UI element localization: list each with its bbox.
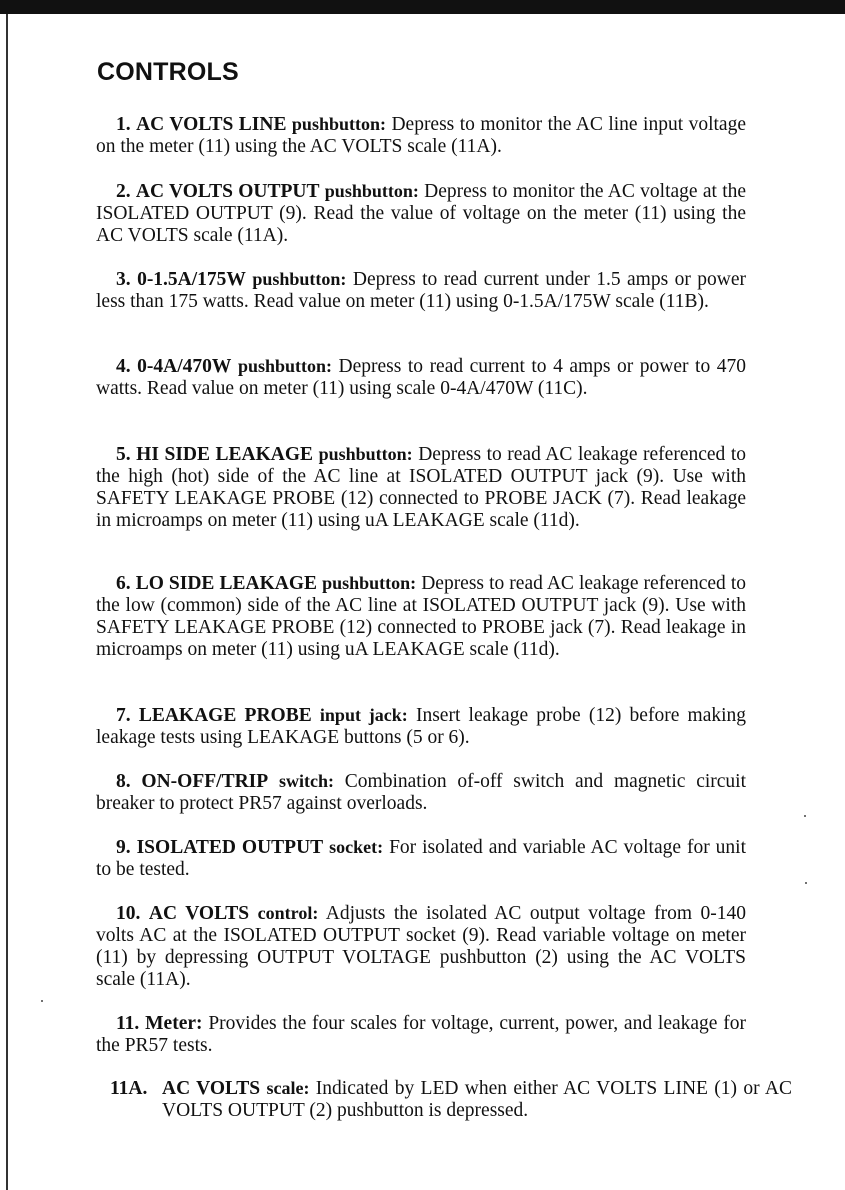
item-description: Depress to monitor the AC line input voltage on the meter (11) using the AC VOLTS scale (11A). [96,114,746,157]
item-number: 3. [116,269,131,290]
item-kind: socket: [329,837,384,857]
item-description: Indicated by LED when either AC VOLTS LINE (1) or AC VOLTS OUTPUT (2) pushbutton is depressed. [162,1078,793,1121]
control-item-4 [96,355,746,400]
control-item-8 [96,770,746,815]
item-term: AC VOLTS [162,1078,261,1099]
item-number: 7. [116,705,131,726]
item-description: Depress to read AC leakage referenced to the high (hot) side of the AC line at ISOLATED OUTPUT jack (9). Use with SAFETY LEAKAGE PROBE (12) connected to PROBE JACK (7). Read leakage in microamps on meter (11) using uA LEAKAGE scale (11d). [96,444,746,531]
item-kind: pushbutton: [237,356,332,376]
item-term: 0-4A/470W [137,356,232,377]
item-description: Depress to read current to 4 amps or power to 470 watts. Read value on meter (11) using scale 0-4A/470W (11C). [96,356,747,399]
section-heading: CONTROLS [97,58,239,86]
item-kind: control: [257,903,319,923]
control-item-6 [96,572,746,661]
item-description: Depress to monitor the AC voltage at the ISOLATED OUTPUT (9). Read the value of voltage on the meter (11) using the AC VOLTS scale (11A). [96,181,747,246]
scan-speck [41,1000,43,1002]
control-item-5 [96,443,746,532]
control-item-3 [96,268,746,313]
control-item-10 [96,902,746,991]
item-kind: switch: [278,771,334,791]
item-description: Provides the four scales for voltage, current, power, and leakage for the PR57 tests. [96,1013,747,1056]
item-term: LO SIDE LEAKAGE [135,573,318,594]
item-term: ON-OFF/TRIP [141,771,269,792]
top-border-rule [0,0,845,14]
item-number: 11A. [110,1078,148,1099]
item-number: 11. [116,1013,140,1034]
item-term: AC VOLTS LINE [136,114,287,135]
item-description: Adjusts the isolated AC output voltage from 0-140 volts AC at the ISOLATED OUTPUT socket (9). Read variable voltage on meter (11) by depressing OUTPUT VOLTAGE pushbutton (2) using the AC VOLTS scale (11A). [96,903,747,990]
control-sub-item-11a [110,1077,792,1122]
item-term: Meter: [145,1013,203,1034]
item-term: ISOLATED OUTPUT [136,837,324,858]
control-item-7 [96,704,746,749]
item-number: 5. [116,444,131,465]
control-item-1 [96,113,746,158]
item-number: 1. [116,114,131,135]
control-item-11 [96,1012,746,1057]
scan-speck [804,815,806,817]
left-border-rule [6,14,8,1190]
item-number: 4. [116,356,131,377]
item-number: 6. [116,573,131,594]
item-description: Combination of-off switch and magnetic circuit breaker to protect PR57 against overloads. [96,771,747,814]
item-number: 9. [116,837,131,858]
item-number: 2. [116,181,131,202]
item-kind: pushbutton: [324,181,419,201]
scan-speck [805,882,807,884]
item-term: 0-1.5A/175W [137,269,246,290]
item-term: AC VOLTS [148,903,250,924]
item-description: Insert leakage probe (12) before making leakage tests using LEAKAGE buttons (5 or 6). [96,705,747,748]
item-kind: pushbutton: [252,269,347,289]
item-description: Depress to read AC leakage referenced to the low (common) side of the AC line at ISOLATED OUTPUT jack (9). Use with SAFETY LEAKAGE PROBE (12) connected to PROBE jack (7). Read leakage in microamps on meter (11) using uA LEAKAGE scale (11d). [96,573,747,660]
control-item-9 [96,836,746,881]
item-kind: pushbutton: [291,114,386,134]
control-item-2 [96,180,746,247]
item-term: AC VOLTS OUTPUT [135,181,320,202]
item-kind: pushbutton: [322,573,417,593]
item-number: 8. [116,771,131,792]
item-kind: input jack: [319,705,408,725]
item-kind: pushbutton: [318,444,413,464]
item-term: HI SIDE LEAKAGE [136,444,314,465]
item-description: Depress to read current under 1.5 amps or power less than 175 watts. Read value on meter (11) using 0-1.5A/175W scale (11B). [96,269,747,312]
item-number: 10. [116,903,141,924]
item-term: LEAKAGE PROBE [138,705,312,726]
item-description: For isolated and variable AC voltage for unit to be tested. [96,837,747,880]
item-kind: scale: [266,1078,310,1098]
